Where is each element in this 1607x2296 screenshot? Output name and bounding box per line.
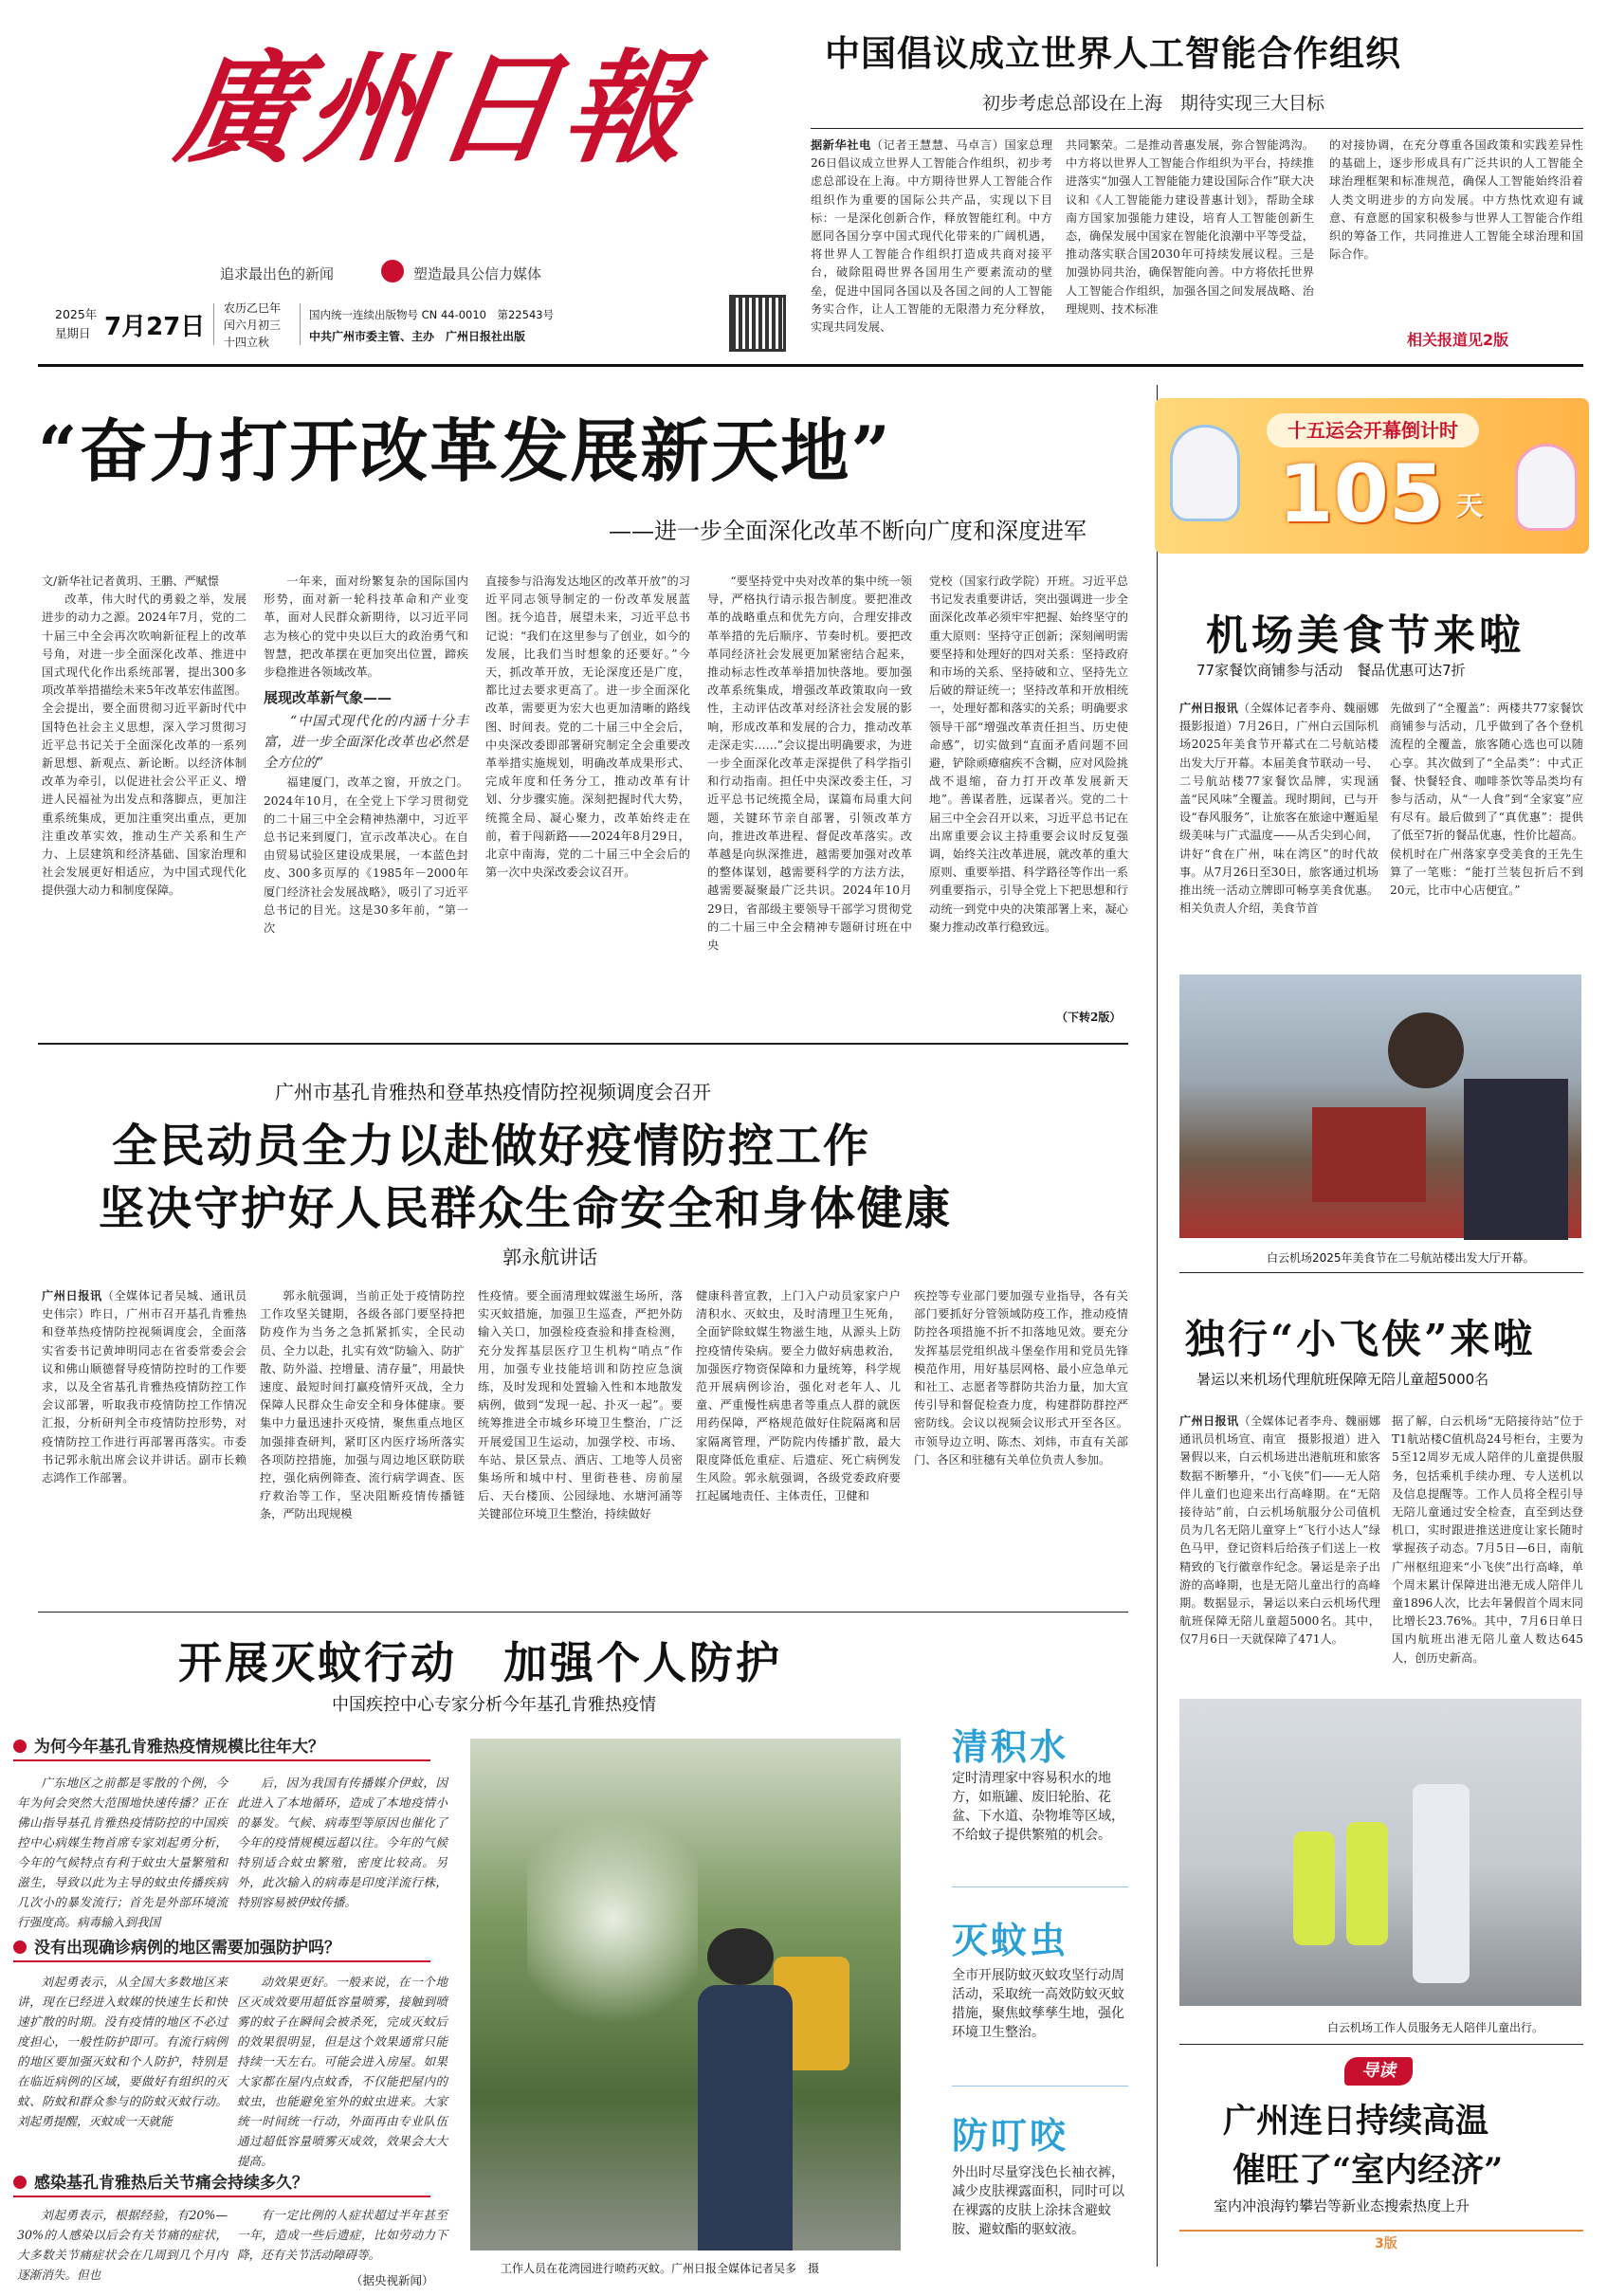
lead-col5: 党校（国家行政学院）开班。习近平总书记发表重要讲话，突出强调进一步全面深化改革必须牢牢把握、始终坚守的重大原则：坚持守正创新；深刻阐明需要坚持和处理好的四对关系：坚持政府和市场的关系、坚持破和立、坚持先立后破的辩证统一；坚持改革和开放相统一，处理好都和落实的关系；明确要求领导干部“增强改革责任担当、历史使命感”，切实做到“直面矛盾问题不回避，铲除顽瘴痼疾不含糊，应对风险挑战不退缩，奋力打开改革发展新天地”。善谋者胜，远谋者兴。党的二十届三中全会召开以来，习近平总书记在出席重要会议主持重要会议时反复强调，始终关注改革进展，就改革的重大原则、重要举措、科学路径等作出一系列重要指示，引导全党上下把思想和行动统一到党中央的决策部署上来，凝心聚力推动改革行稳致远。 [929, 574, 1128, 934]
tip-title-3: 防叮咬 [952, 2115, 1069, 2157]
lead-continue[interactable]: （下转2版） [1056, 1011, 1122, 1024]
lead-quote: “中国式现代化的内涵十分丰富，进一步全面深化改革也必然是全方位的” [264, 714, 468, 772]
epidemic-col4: 健康科普宣教，上门入户动员家家户户清积水、灭蚊虫，及时清理卫生死角，全面铲除蚊媒生物滋生地，从源头上防控疫情传染病。要全力做好病患救治，加强医疗物资保障和力量统筹，科学规范开展病例诊治，强化对老年人、儿童、严重慢性病患者等重点人群的就医用药保障，严格规范做好住院隔离和居家隔离管理，严防院内传播扩散，最大限度降低危重症、后遗症、死亡病例发生风险。郭永航强调，各级党委政府要扛起属地责任、主体责任，卫健和 [696, 1289, 901, 1503]
epidemic-title-1: 全民动员全力以赴做好疫情防控工作 [112, 1120, 871, 1173]
airport-food-caption: 白云机场2025年美食节在二号航站楼出发大厅开幕。 [1267, 1251, 1535, 1265]
airport-food-col2: 先做到了“全覆盖”：两楼共77家餐饮商铺参与活动，几乎做到了各个登机流程的全覆盖，旅客随心选也可以随心享。其次做到了“全品类”：中式正餐、快餐轻食、咖啡茶饮等品类均有参与活动，从“一人食”到“全家宴”应有尽有。最后做到了“真优惠”：提供了低至7折的餐品优惠，性价比超高。侯机时在广州落家享受美食的王先生算了一笔账：“能打兰装包折后不到20元，比市中心店便宜。” [1390, 702, 1583, 898]
airport-food-col1: 广州日报讯（全媒体记者李舟、魏丽娜 摄影报道）7月26日，广州白云国际机场2025年美食节开幕式在二号航站楼出发大厅开幕。本届美食节联动一号、二号航站楼77家餐饮品牌，实现涵盖“民风味”全覆盖。现时期间，已与开设“春风服务”，让旅客在旅途中邂逅星级美味与广式温度——从舌尖到心间，讲好“食在广州，味在湾区”的时代故事。从7月26日至30日，旅客通过机场推出统一活动立牌即可畅享美食优惠。相关负责人介绍，美食节首 [1179, 702, 1391, 916]
q3-source: （据央视新闻） [351, 2273, 434, 2287]
top-story-col3: 的对接协调，在充分尊重各国政策和实践差异性的基础上，逐步形成具有广泛共识的人工智能全球治理框架和标准规范，确保人工智能始终沿着人类文明进步的方向发展。中方热忱欢迎有诚意、有意愿的国家积极参与世界人工智能合作组织的筹备工作，共同推进人工智能全球治理和国际合作。 [1329, 138, 1583, 262]
tip-title-1: 清积水 [952, 1726, 1069, 1768]
q3-col2: 有一定比例的人症状超过半年甚至一年，造成一些后遗症，比如劳动力下降，还有关节活动障碍等。 [237, 2208, 447, 2262]
q3-col1: 刘起勇表示，根据经验，有20%—30%的人感染以后会有关节痛的症状，大多数关节痛症状会在几周到几个月内逐渐消失。但也 [17, 2208, 228, 2282]
games-countdown [1155, 398, 1589, 554]
guide-page[interactable]: 3版 [1365, 2233, 1407, 2252]
epidemic-col2: 郭永航强调，当前正处于疫情防控工作攻坚关键期，各级各部门要坚持把防疫作为当务之急抓紧抓实，全民动员、全力以赴，扎实有效“防输入、防扩散、防外溢、控增量、清存量”，用最快速度、最短时间打赢疫情歼灭战，全力保障人民群众生命安全和身体健康。要集中力量迅速扑灭疫情，聚焦重点地区加强排查研判，紧盯区内医疗场所落实各项防控措施，加强与周边地区联防联控，强化病例筛查、流行病学调查、医疗救治等工作，坚决阻断疫情传播链条，严防出现规模 [260, 1289, 465, 1522]
tip-text-1: 定时清理家中容易积水的地方，如瓶罐、废旧轮胎、花盆、下水道、杂物堆等区域，不给蚊子提供繁殖的机会。 [952, 1771, 1124, 1843]
guide-title-line1: 广州连日持续高温 [1223, 2102, 1489, 2141]
top-story-col2: 共同繁荣。二是推动普惠发展，弥合智能鸿沟。中方将以世界人工智能合作组织为平台，持续推进落实“加强人工智能能力建设国际合作”联大决议和《人工智能能力建设普惠计划》，帮助全球南方国家加强能力建设，培育人工智能创新生态，确保发展中国家在智能化浪潮中平等受益，推动落实联合国2030年可持续发展议程。三是加强协同共治，确保智能向善。中方将依托世界人工智能合作组织，加强各国之间发展战略、治理规则、技术标准 [1066, 138, 1314, 316]
guide-title-line2: 催旺了“室内经济” [1233, 2151, 1504, 2190]
masthead-slogan-right: 塑造最具公信力媒体 [413, 265, 542, 282]
top-story-see-also[interactable]: 相关报道见2版 [1407, 331, 1509, 349]
lead-title: “奋力打开改革发展新天地” [38, 410, 892, 491]
date-strip [38, 296, 796, 351]
date-main: 7月27日 [104, 313, 206, 341]
countdown-days: 105 [1278, 447, 1445, 540]
epidemic-title-2: 坚决守护好人民群众生命安全和身体健康 [99, 1182, 953, 1235]
mosquito-subtitle: 中国疾控中心专家分析今年基孔肯雅热疫情 [332, 1695, 656, 1715]
bullet-icon [13, 2176, 27, 2189]
lunar-year: 农历乙巳年 [224, 301, 282, 315]
flying-kid-title: 独行“小飞侠”来啦 [1185, 1316, 1536, 1362]
countdown-label: 十五运会开幕倒计时 [1267, 413, 1479, 447]
guide-subtitle: 室内冲浪海钓攀岩等新业态搜索热度上升 [1214, 2197, 1470, 2214]
countdown-unit: 天 [1456, 490, 1484, 521]
lead-byline: 文/新华社记者黄玥、王鹏、严赋憬 [42, 574, 219, 588]
airport-food-subtitle: 77家餐饮商铺参与活动 餐品优惠可达7折 [1196, 662, 1466, 679]
flying-kid-col2: 据了解，白云机场“无陪接待站”位于T1航站楼C值机岛24号柜台，主要为5至12周岁无成人陪伴的儿童提供服务，包括乘机手续办理、专人送机以及信息提醒等。工作人员将全程引导无陪儿童通过安全检查，直至到达登机口，实时跟进推送进度让家长随时掌握孩子动态。7月5日—6日，南航广州枢纽迎来“小飞侠”出行高峰，单个周末累计保障进出港无成人陪伴儿童1896人次，比去年暑假首个周末同比增长23.76%。其中，7月6日单日国内航班出港无陪儿童人数达645人，创历史新高。 [1392, 1414, 1583, 1665]
guide-badge: 导读 [1344, 2057, 1413, 2086]
q1-col1: 广东地区之前都是零散的个例，今年为何会突然大范围地快速传播？正在佛山指导基孔肯雅热疫情防控的中国疾控中心病媒生物首席专家刘起勇分析，今年的气候特点有利于蚊虫大量繁殖和滋生，导致以此为主导的蚊虫传播疾病几次小的暴发流行；首先是外部环境流行强度高。病毒输入到我国 [17, 1776, 228, 1929]
masthead-logo: 廣州日報 [168, 38, 705, 180]
tip-text-3: 外出时尽量穿浅色长袖衣裤，减少皮肤裸露面积，同时可以在裸露的皮肤上涂抹含避蚊胺、避蚊酯的驱蚊液。 [952, 2165, 1124, 2237]
epidemic-col1: 广州日报讯（全媒体记者吴城、通讯员史伟宗）昨日，广州市召开基孔肯雅热和登革热疫情防控视频调度会，全面落实省委书记黄坤明同志在省委常委会会议和佛山顺德督导疫情防控时的工作要求，以及全省基孔肯雅热疫情防控工作会议部署，听取我市疫情防控工作情况汇报，分析研判全市疫情防控形势，对疫情防控工作进行再部署再落实。市委书记郭永航出席会议并讲话。副市长赖志鸿作工作部署。 [42, 1289, 247, 1485]
sponsor: 中共广州市委主管、主办 广州日报社出版 [309, 330, 526, 343]
mascot-icon [1170, 425, 1240, 521]
airport-food-title: 机场美食节来啦 [1206, 611, 1525, 660]
lead-subhead: 展现改革新气象—— [264, 689, 393, 707]
top-story-col1: 据新华社电（记者王慧慧、马卓言）国家总理26日倡议成立世界人工智能合作组织，初步考虑总部设在上海。中方期待世界人工智能合作组织作为重要的国际公共产品，实现以下目标：一是深化创新合作，释放智能红利。中方愿同各国分享中国式现代化带来的广阔机遇，将世界人工智能合作组织打造成共商对接平台，破除阻碍世界各国用生产要素流动的壁垒，促进中国同各国以及各国之间的人工智能务实合作，让人工智能的无限潜力充分释放，实现共同发展、 [811, 138, 1053, 335]
top-story-title: 中国倡议成立世界人工智能合作组织 [825, 32, 1401, 74]
epidemic-col3: 性疫情。要全面清理蚊媒滋生场所，落实灭蚊措施，加强卫生巡查，严把外防输入关口，加强检疫查验和排查检测，充分发挥基层医疗卫生机构“哨点”作用，加强专业技能培训和防控应急演练，及时发现和处置输入性和本地散发病例，做到“发现一起、扑灭一起”。要统筹推进全市城乡环境卫生整治，广泛开展爱国卫生运动，加强学校、市场、车站、景区景点、酒店、工地等人员密集场所和城中村、里街巷巷、房前屋后、天台楼顶、公园绿地、水塘河涌等关键部位环境卫生整治，持续做好 [478, 1289, 683, 1522]
lead-col3: 直接参与沿海发达地区的改革开放”的习近平同志领导制定的一份改革发展蓝图。抚今追昔，展望未来，习近平总书记说：“我们在这里参与了创业，如今的发展，比我们当时想象的还要好。”今天，抓改革开放，无论深度还是广度，都比过去要求更高了。进一步全面深化改革，需要更为宏大也更加清晰的路线图、时间表。党的二十届三中全会后，中央深改委即部署研究制定全会重要改革举措实施规划，明确改革成果形式、完成年度和任务分工，推动改革有计划、分步骤实施。深刻把握时代大势，统揽全局、凝心聚力，改革始终走在前，着于闯新路——2024年8月29日，北京中南海，党的二十届三中全会后的第一次中央深改委会议召开。 [485, 574, 690, 880]
epidemic-kicker: 广州市基孔肯雅热和登革热疫情防控视频调度会召开 [275, 1081, 711, 1103]
q2-col1: 刘起勇表示，从全国大多数地区来讲，现在已经进入蚊媒的快速生长和快速扩散的时期。没有疫情的地区不必过度担心，一般性防护即可。有流行病例的地区要加强灭蚊和个人防护，特别是在临近病例的区域，要做好有组织的灭蚊、防蚊和群众参与的防蚊灭蚊行动。刘起勇提醒，灭蚊成一天就能 [17, 1975, 228, 2128]
q2-col2: 动效果更好。一般来说，在一个地区灭成效要用超低容量喷雾，接触到喷雾的蚊子在瞬间会被杀死，完成灭蚊后的效果很明显，但是这个效果通常只能持续一天左右。可能会进入房屋。如果大家都在屋内点蚊香，不仅能把屋内的蚊虫，也能避免室外的蚊虫进来。大家统一时间统一行动，外面再由专业队伍通过超低容量喷雾灭成效，效果会大大提高。 [237, 1975, 447, 2168]
q1-heading: 为何今年基孔肯雅热疫情规模比往年大？ [13, 1733, 324, 1757]
date-year: 2025年 [55, 307, 98, 321]
bullet-icon [13, 1740, 27, 1753]
lead-col2: 一年来，面对纷繁复杂的国际国内形势，面对新一轮科技革命和产业变革，面对人民群众新期待，以习近平同志为核心的党中央以巨大的政治勇气和智慧，把改革摆在更加突出位置，蹄疾步稳推进各领域改革。 展现改革新气象—— “中国式现代化的内涵十分丰富，进一步全面深化改革也必然是全方位的” 福建厦门，改革之窗，开放之门。2024年10月，在全党上下学习贯彻党的二十届三中全会精神热潮中，习近平总书记来到厦门，宣示改革决心。在自由贸易试验区建设成果展，一本蓝色封皮、300多页厚的《1985年－2000年厦门经济社会发展战略》，吸引了习近平总书记的目光。这是30多年前，“第一次 [264, 574, 468, 936]
mascot-icon-2 [1515, 444, 1578, 531]
lunar-month: 闰六月初三 [224, 319, 282, 332]
date-weekday: 星期日 [55, 326, 91, 340]
lead-subtitle: ——进一步全面深化改革不断向广度和深度进军 [609, 518, 1087, 544]
pub-number: 国内统一连续出版物号 CN 44-0010 第22543号 [309, 308, 555, 321]
masthead-emblem-icon [381, 260, 404, 282]
solar-term: 十四立秋 [224, 336, 270, 349]
flying-kid-photo [1179, 1699, 1581, 2006]
lead-col4: “要坚持党中央对改革的集中统一领导，严格执行请示报告制度。要把准改革的战略重点和优先方向，合理安排改革举措的先后顺序、节奏时机。要把改革同经济社会发展更加紧密结合起来，推动标志性改革举措加快落地。要加强改革系统集成，增强改革政策取向一致性，主动评估改革对经济社会发展的影响，形成改革和发展的合力，推动改革走深走实……”会议提出明确要求，为进一步全面深化改革走深提供了科学指引和行动指南。担任中央深改委主任，习近平总书记统揽全局，谋篇布局重大问题，关键环节亲自部署，引领改革方向，推进改革进程、督促改革落实。改革越是向纵深推进，越需要加强对改革的整体谋划，越需要科学的方法方法，越需要凝聚最广泛共识。2024年10月29日，省部级主要领导干部学习贯彻党的二十届三中全会精神专题研讨班在中央 [707, 574, 912, 953]
flying-kid-col1: 广州日报讯（全媒体记者李舟、魏丽娜 通讯员机场宣、南宣 摄影报道）进入暑假以来，白云机场进出港航班和旅客数据不断攀升，“小飞侠”们——无人陪伴儿童们也迎来出行高峰期。在“无陪接待站”前，白云机场航服分公司值机员为几名无陪儿童穿上“飞行小达人”绿色马甲，登记资料后给孩子们送上一枚精致的飞行徽章作纪念。暑运是亲子出游的高峰期，也是无陪儿童出行的高峰期。数据显示，暑运以来白云机场代理航班保障无陪儿童超5000名。其中，仅7月6日一天就保障了471人。 [1179, 1414, 1393, 1647]
top-story-byline: 据新华社电 [811, 138, 871, 152]
spraying-caption: 工作人员在花湾园进行喷药灭蚊。广州日报全媒体记者吴多 摄 [501, 2262, 820, 2275]
spraying-photo [470, 1739, 901, 2250]
airport-food-photo [1179, 975, 1581, 1238]
lead-col1: 文/新华社记者黄玥、王鹏、严赋憬 改革，伟大时代的勇毅之举，发展进步的动力之源。2024年7月，党的二十届三中全会再次吹响新征程上的改革号角，对进一步全面深化改革、推进中国式现代化作出系统部署，提出300多项改革举措描绘未来5年改革宏伟蓝图。全会提出，要全面贯彻习近平新时代中国特色社会主义思想，深入学习贯彻习近平总书记关于全面深化改革的一系列新思想、新观点、新论断。以经济体制改革为牵引，以促进社会公平正义、增进人民福祉为出发点和落脚点，更加注重系统集成，更加注重突出重点，更加注重改革实效，推动生产关系和生产力、上层建筑和经济基础、国家治理和社会发展更好相适应，为中国式现代化提供强大动力和制度保障。 [42, 574, 247, 898]
mosquito-title: 开展灭蚊行动 加强个人防护 [178, 1637, 782, 1688]
q2-heading: 没有出现确诊病例的地区需要加强防护吗？ [13, 1934, 340, 1958]
flying-kid-caption: 白云机场工作人员服务无人陪伴儿童出行。 [1327, 2021, 1544, 2034]
q3-heading: 感染基孔肯雅热后关节痛会持续多久？ [13, 2169, 308, 2193]
q1-col2: 后，因为我国有传播媒介伊蚊，因此进入了本地循环，造成了本地疫情小的暴发。气候、病毒型等原因也催化了今年的疫情规模远超以往。今年的气候特别适合蚊虫繁殖，密度比较高。另外，此次输入的病毒是印度洋流行株，特别容易被伊蚊传播。 [237, 1776, 447, 1909]
tip-title-2: 灭蚊虫 [952, 1920, 1069, 1961]
epidemic-speaker: 郭永航讲话 [502, 1246, 597, 1268]
top-story-subtitle: 初步考虑总部设在上海 期待实现三大目标 [982, 93, 1325, 114]
flying-kid-subtitle: 暑运以来机场代理航班保障无陪儿童超5000名 [1196, 1371, 1489, 1388]
qr-code [732, 298, 783, 349]
masthead-slogan-left: 追求最出色的新闻 [220, 265, 335, 282]
bullet-icon [13, 1941, 27, 1954]
tip-text-2: 全市开展防蚊灭蚊攻坚行动周活动，采取统一高效防蚊灭蚊措施，聚焦蚊孳孳生地，强化环境卫生整治。 [952, 1968, 1124, 2040]
epidemic-col5: 疾控等专业部门要加强专业指导，各有关部门要抓好分管领域防疫工作，推动疫情防控各项措施不折不扣落地见效。要充分发挥基层党组织战斗堡垒作用和党员先锋模范作用，用好基层网格、最小应急单元和社工、志愿者等群防共治力量，加大宣传引导和督促检查力度，构建群防群控严密防线。会议以视频会议形式开至各区。市领导边立明、陈杰、刘炜，市直有关部门、各区和驻穗有关单位负责人参加。 [914, 1289, 1128, 1467]
